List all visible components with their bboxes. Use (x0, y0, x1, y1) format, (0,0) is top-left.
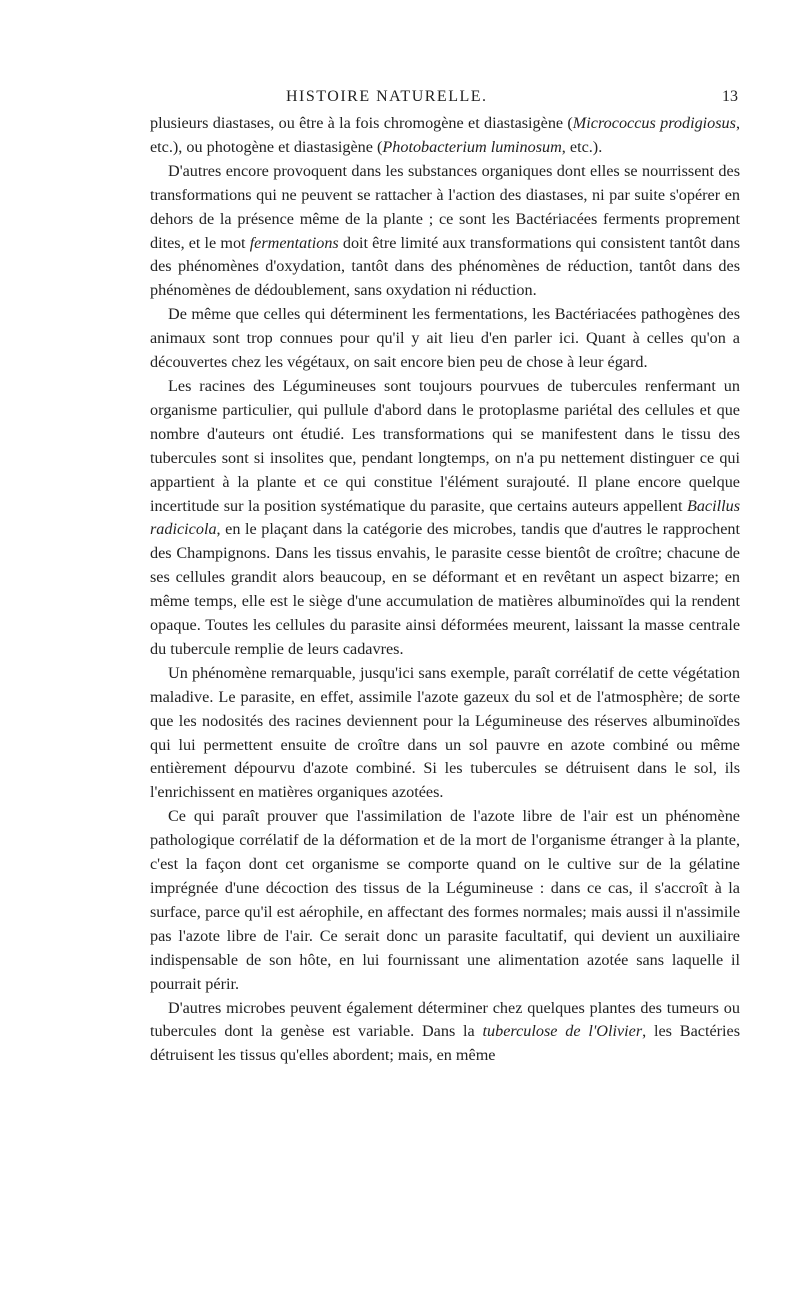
text-run: plusieurs diastases, ou être à la fois chromogène et diastasigène ( (150, 114, 573, 132)
running-title: HISTOIRE NATURELLE. (286, 88, 488, 105)
paragraph (150, 997, 740, 1069)
text-run: Ce qui paraît prouver que l'assimilation de l'azote libre de l'air est un phénomène pathologique corrélatif de la déformation et de la mort de l'organisme étranger à la plante, c'est la façon dont cet organisme se comporte quand on le cultive sur de la gélatine imprégnée d'une décoction des tissus de la Légumineuse : dans ce cas, il s'accroît à la surface, parce qu'il est aérophile, en affectant des formes normales; mais aussi il n'assimile pas l'azote libre de l'air. Ce serait donc un parasite facultatif, qui devient un auxiliaire indispensable de son hôte, en lui fournissant une alimentation azotée sans laquelle il pourrait périr. (150, 807, 740, 993)
italic-run: Bacillus radicicola (150, 496, 740, 539)
text-run: , etc.), ou photogène et diastasigène ( (150, 114, 740, 156)
paragraph (150, 112, 740, 160)
paragraph (150, 160, 740, 303)
page-number: 13 (722, 88, 738, 105)
paragraph (150, 303, 740, 375)
running-head (172, 88, 738, 112)
text-run: De même que celles qui déterminent les fermentations, les Bactériacées pathogènes des animaux sont trop connues pour qu'il y ait lieu d'en parler ici. Quant à celles qu'on a découvertes chez les végétaux, on sait encore bien peu de chose à leur égard. (150, 305, 740, 372)
italic-run: tuberculose de l'Olivier (482, 1022, 643, 1041)
text-run: doit être limité aux transformations qui consistent tantôt dans des phénomènes d'oxydation, tantôt dans des phénomènes de réduction, tantôt dans des phénomènes de dédoublement, sans oxydation ni réduction. (150, 233, 741, 300)
paragraph (150, 805, 740, 996)
paragraph (150, 662, 740, 805)
italic-run: fermentations (249, 233, 339, 252)
text-run: , les Bactéries détruisent les tissus qu'elles abordent; mais, en même (150, 1022, 741, 1065)
text-run: D'autres microbes peuvent également déterminer chez quelques plantes des tumeurs ou tubercules dont la genèse est variable. Dans la (150, 998, 740, 1041)
text-run: Les racines des Légumineuses sont toujours pourvues de tubercules renfermant un organisme particulier, qui pullule d'abord dans le protoplasme pariétal des cellules et que nombre d'auteurs ont étudié. Les transformations qui se manifestent dans le tissu des tubercules sont si insolites que, pendant longtemps, on n'a pu nettement distinguer ce qui appartient à la plante et ce qui constitue l'élément surajouté. Il plane encore quelque incertitude sur la position systématique du parasite, que certains auteurs appellent (150, 376, 740, 515)
text-run: Un phénomène remarquable, jusqu'ici sans exemple, paraît corrélatif de cette végétation maladive. Le parasite, en effet, assimile l'azote gazeux du sol et de l'atmosphère; de sorte que les nodosités des racines deviennent pour la Légumineuse des réserves albuminoïdes qui lui permettent ensuite de croître dans un sol pauvre en azote combiné ou même entièrement dépourvu d'azote combiné. Si les tubercules se détruisent dans le sol, ils l'enrichissent en matières organiques azotées. (150, 663, 740, 802)
text-run: D'autres encore provoquent dans les substances organiques dont elles se nourrissent des transformations qui ne peuvent se rattacher à l'action des diastases, ni par suite s'opérer en dehors de la présence même de la plante ; ce sont les Bactériacées ferments proprement dites, et le mot (150, 161, 740, 252)
paragraph (150, 375, 740, 662)
text-run: , en le plaçant dans la catégorie des microbes, tandis que d'autres le rapprochent des Champignons. Dans les tissus envahis, le parasite cesse bientôt de croître; chacune de ses cellules grandit alors beaucoup, en se déformant et en revêtant un aspect bizarre; en même temps, elle est le siège d'une accumulation de matières albuminoïdes qui la rendent opaque. Toutes les cellules du parasite ainsi déformées meurent, laissant la masse centrale du tubercule remplie de leurs cadavres. (150, 520, 740, 658)
text-run: , etc.). (561, 137, 603, 156)
italic-run: Photobacterium luminosum (382, 137, 562, 156)
body-text (150, 112, 740, 1068)
italic-run: Micrococcus prodigiosus (572, 114, 736, 132)
